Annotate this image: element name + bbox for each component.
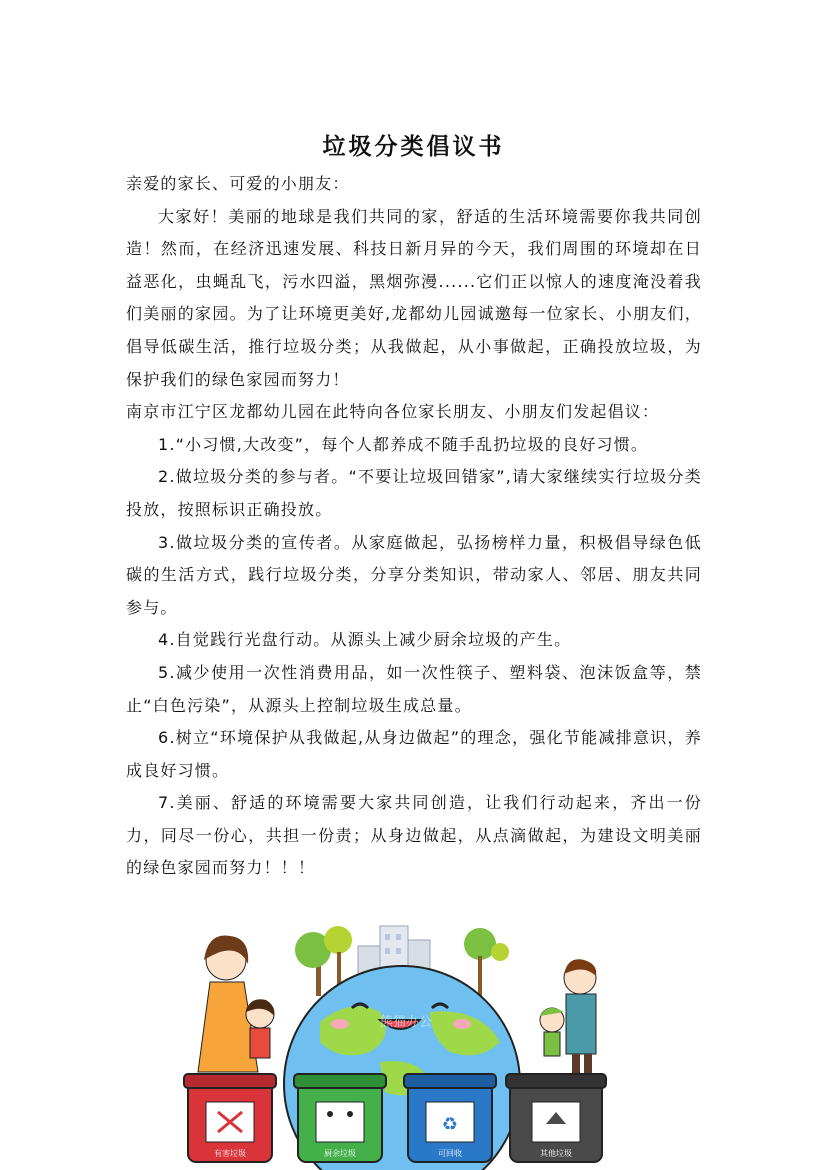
bin-label: 可回收	[438, 1149, 462, 1158]
greeting: 亲爱的家长、可爱的小朋友：	[126, 174, 350, 193]
bin-label: 厨余垃圾	[324, 1149, 356, 1158]
kitchen-waste-bin	[294, 1074, 386, 1162]
watermark: 熊猫办公	[380, 1015, 433, 1030]
proposal-item-1: 1.“小习惯,大改变”，每个人都养成不随手乱扔垃圾的良好习惯。	[158, 434, 649, 454]
bin-label: 有害垃圾	[214, 1149, 246, 1158]
page-title: 垃圾分类倡议书	[322, 133, 505, 160]
mother-icon	[198, 936, 258, 1073]
earth-garbage-illustration	[180, 912, 650, 1170]
document-body	[126, 168, 702, 885]
other-waste-bin	[506, 1074, 606, 1162]
recycle-icon: ♻	[441, 1114, 459, 1135]
recyclable-bin	[404, 1074, 496, 1162]
proposal-item-6: 6.树立“环境保护从我做起,从身边做起”的理念，强化节能减排意识，养成良好习惯。	[126, 728, 702, 780]
initiator-line: 南京市江宁区龙都幼儿园在此特向各位家长朋友、小朋友们发起倡议：	[126, 402, 660, 422]
hazardous-bin	[184, 1074, 276, 1162]
proposal-item-7: 7.美丽、舒适的环境需要大家共同创造，让我们行动起来，齐出一份力，同尽一份心，共担一份责；从身边做起，从点滴做起，为建设文明美丽的绿色家园而努力！！！	[126, 793, 702, 878]
boy-icon	[540, 1008, 564, 1056]
bin-label: 其他垃圾	[540, 1149, 572, 1158]
proposal-item-5: 5.减少使用一次性消费用品，如一次性筷子、塑料袋、泡沫饭盒等，禁止“白色污染”，从源头上控制垃圾生成总量。	[126, 662, 702, 715]
intro-paragraph: 大家好！美丽的地球是我们共同的家，舒适的生活环境需要你我共同创造！然而，在经济迅速发展、科技日新月异的今天，我们周围的环境却在日益恶化，虫蝇乱飞，污水四溢，黑烟弥漫......它们正以惊人的速度淹没着我们美丽的家园。为了让环境更美好,龙都幼儿园诚邀每一位家长、小朋友们，倡导低碳生活，推行垃圾分类；从我做起，从小事做起，正确投放垃圾，为保护我们的绿色家园而努力！	[126, 206, 702, 389]
proposal-item-3: 3.做垃圾分类的宣传者。从家庭做起，弘扬榜样力量，积极倡导绿色低碳的生活方式，践行垃圾分类，分享分类知识，带动家人、邻居、朋友共同参与。	[126, 532, 702, 617]
proposal-item-2: 2.做垃圾分类的参与者。“不要让垃圾回错家”,请大家继续实行垃圾分类投放，按照标识正确投放。	[126, 467, 702, 519]
proposal-item-4: 4.自觉践行光盘行动。从源头上减少厨余垃圾的产生。	[158, 630, 572, 650]
girl-icon	[246, 999, 274, 1058]
